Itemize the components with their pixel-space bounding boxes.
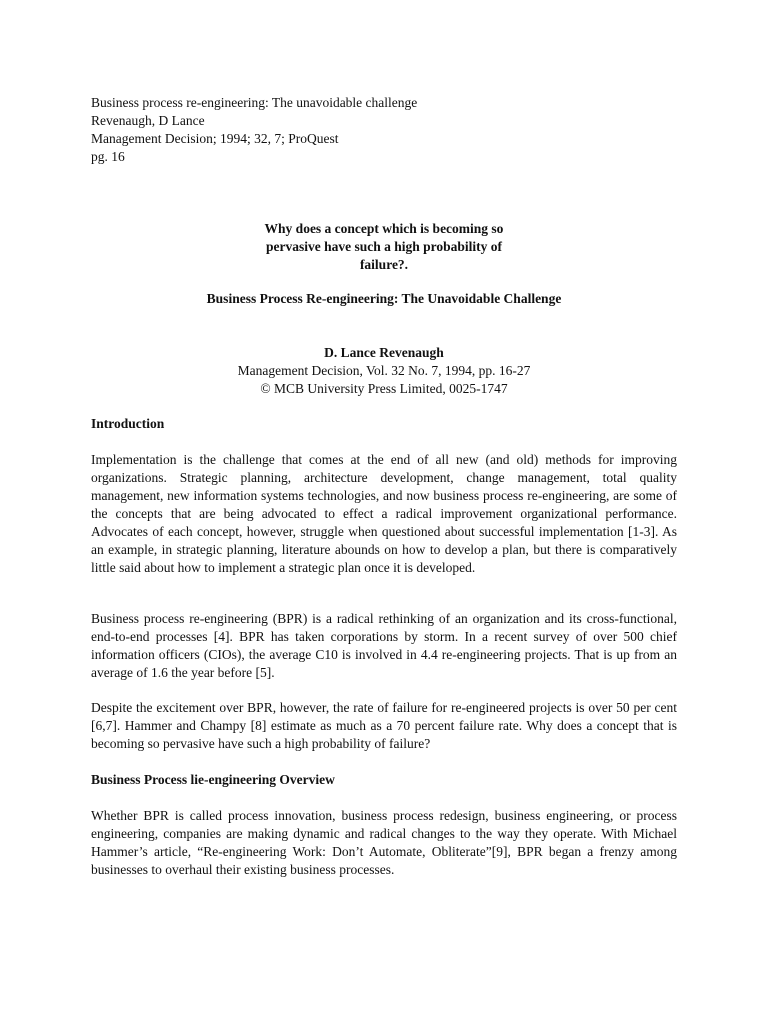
paragraph-text: Whether BPR is called process innovation, business process redesign, business engineering, or process engineering, companies are making dynamic and radical changes to the way they operate. With Michael Hammer’s article, “Re-engineering Work: Don’t Automate, Obliterate”[9], BPR began a frenzy among businesses to overhaul their existing business processes. — [91, 808, 677, 877]
body-paragraph — [91, 451, 677, 577]
article-title: Business Process Re-engineering: The Unavoidable Challenge — [206, 291, 562, 306]
section-heading-introduction: Introduction — [91, 416, 165, 431]
paragraph-text: Despite the excitement over BPR, however, the rate of failure for re-engineered projects is over 50 per cent [6,7]. Hammer and Champy [8] estimate as much as a 70 percent failure rate. Why does a concept that is becoming so pervasive have such a high probability of failure? — [91, 700, 677, 751]
copyright-notice: © MCB University Press Limited, 0025-1747 — [260, 381, 508, 396]
citation-title: Business process re-engineering: The unavoidable challenge — [91, 95, 418, 110]
citation-author: Revenaugh, D Lance — [91, 113, 205, 128]
publication-info — [91, 362, 677, 398]
paragraph-text: Implementation is the challenge that comes at the end of all new (and old) methods for improving organizations. Strategic planning, architecture development, change management, total quality management, new information systems technologies, and now business process re-engineering, are some of the concepts that are being advocated to effect a radical improvement organizational performance. Advocates of each concept, however, struggle when questioned about successful implementation [1-3]. As an example, in strategic planning, literature abounds on how to develop a plan, but there is comparatively little said about how to implement a strategic plan once it is developed. — [91, 452, 677, 575]
pull-question-line: failure?. — [359, 257, 409, 272]
paragraph-text: Business process re-engineering (BPR) is a radical rethinking of an organization and its cross-functional, end-to-end processes [4]. BPR has taken corporations by storm. In a recent survey of over 500 chief information officers (CIOs), the average C10 is involved in 4.4 re-engineering projects. That is up from an average of 1.6 the year before [5]. — [91, 611, 677, 680]
citation-page: pg. 16 — [91, 149, 125, 164]
body-paragraph — [91, 807, 677, 879]
journal-reference: Management Decision, Vol. 32 No. 7, 1994, pp. 16-27 — [237, 363, 531, 378]
pull-question — [91, 220, 677, 274]
section-heading-overview: Business Process lie-engineering Overview — [91, 772, 335, 787]
body-paragraph — [91, 610, 677, 682]
author-name: D. Lance Revenaugh — [324, 345, 444, 360]
pull-question-line: Why does a concept which is becoming so — [264, 221, 504, 236]
citation-block — [91, 94, 417, 166]
citation-source: Management Decision; 1994; 32, 7; ProQuest — [91, 131, 339, 146]
pull-question-line: pervasive have such a high probability of — [265, 239, 503, 254]
body-paragraph — [91, 699, 677, 753]
